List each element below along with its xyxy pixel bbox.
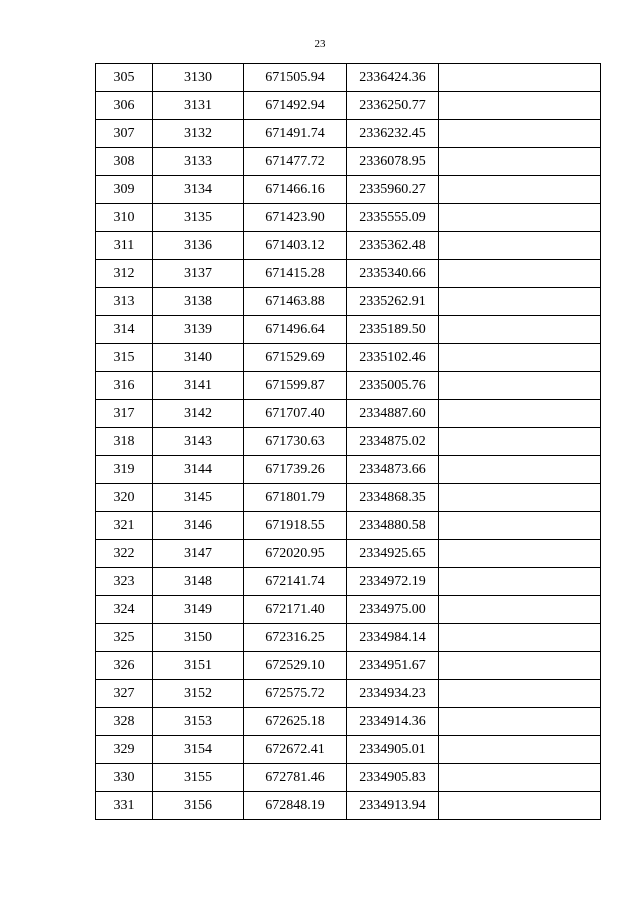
table-row: [96, 120, 601, 148]
table-row: [96, 792, 601, 820]
row-number-cell: 308: [96, 148, 153, 176]
x-coordinate-cell: 671801.79: [244, 484, 347, 512]
point-id-cell: 3152: [153, 680, 244, 708]
x-coordinate-cell: 671505.94: [244, 64, 347, 92]
x-coordinate-cell: 671739.26: [244, 456, 347, 484]
y-coordinate-cell: 2336078.95: [347, 148, 439, 176]
y-coordinate-cell: 2334905.83: [347, 764, 439, 792]
table-row: [96, 372, 601, 400]
row-number-cell: 328: [96, 708, 153, 736]
table-row: [96, 148, 601, 176]
point-id-cell: 3130: [153, 64, 244, 92]
row-number-cell: 325: [96, 624, 153, 652]
note-cell: [439, 764, 601, 792]
point-id-cell: 3149: [153, 596, 244, 624]
x-coordinate-cell: 672575.72: [244, 680, 347, 708]
note-cell: [439, 624, 601, 652]
coordinates-table-body: [96, 64, 601, 820]
row-number-cell: 322: [96, 540, 153, 568]
note-cell: [439, 456, 601, 484]
row-number-cell: 307: [96, 120, 153, 148]
table-row: [96, 400, 601, 428]
row-number-cell: 324: [96, 596, 153, 624]
y-coordinate-cell: 2334868.35: [347, 484, 439, 512]
note-cell: [439, 708, 601, 736]
point-id-cell: 3148: [153, 568, 244, 596]
x-coordinate-cell: 672141.74: [244, 568, 347, 596]
x-coordinate-cell: 671477.72: [244, 148, 347, 176]
row-number-cell: 317: [96, 400, 153, 428]
y-coordinate-cell: 2335555.09: [347, 204, 439, 232]
note-cell: [439, 204, 601, 232]
table-row: [96, 736, 601, 764]
table-row: [96, 708, 601, 736]
x-coordinate-cell: 671707.40: [244, 400, 347, 428]
row-number-cell: 318: [96, 428, 153, 456]
note-cell: [439, 148, 601, 176]
point-id-cell: 3139: [153, 316, 244, 344]
note-cell: [439, 512, 601, 540]
x-coordinate-cell: 671730.63: [244, 428, 347, 456]
point-id-cell: 3135: [153, 204, 244, 232]
x-coordinate-cell: 672781.46: [244, 764, 347, 792]
row-number-cell: 315: [96, 344, 153, 372]
x-coordinate-cell: 672625.18: [244, 708, 347, 736]
point-id-cell: 3136: [153, 232, 244, 260]
x-coordinate-cell: 671415.28: [244, 260, 347, 288]
y-coordinate-cell: 2336424.36: [347, 64, 439, 92]
table-row: [96, 316, 601, 344]
note-cell: [439, 680, 601, 708]
y-coordinate-cell: 2335102.46: [347, 344, 439, 372]
point-id-cell: 3151: [153, 652, 244, 680]
note-cell: [439, 736, 601, 764]
x-coordinate-cell: 672848.19: [244, 792, 347, 820]
row-number-cell: 309: [96, 176, 153, 204]
y-coordinate-cell: 2334905.01: [347, 736, 439, 764]
note-cell: [439, 232, 601, 260]
y-coordinate-cell: 2336250.77: [347, 92, 439, 120]
y-coordinate-cell: 2334972.19: [347, 568, 439, 596]
table-row: [96, 232, 601, 260]
note-cell: [439, 92, 601, 120]
point-id-cell: 3145: [153, 484, 244, 512]
table-row: [96, 484, 601, 512]
row-number-cell: 331: [96, 792, 153, 820]
y-coordinate-cell: 2335189.50: [347, 316, 439, 344]
row-number-cell: 330: [96, 764, 153, 792]
x-coordinate-cell: 672529.10: [244, 652, 347, 680]
point-id-cell: 3153: [153, 708, 244, 736]
y-coordinate-cell: 2334925.65: [347, 540, 439, 568]
x-coordinate-cell: 672672.41: [244, 736, 347, 764]
table-row: [96, 64, 601, 92]
row-number-cell: 321: [96, 512, 153, 540]
x-coordinate-cell: 671403.12: [244, 232, 347, 260]
row-number-cell: 323: [96, 568, 153, 596]
x-coordinate-cell: 671492.94: [244, 92, 347, 120]
table-row: [96, 764, 601, 792]
x-coordinate-cell: 672171.40: [244, 596, 347, 624]
y-coordinate-cell: 2335262.91: [347, 288, 439, 316]
note-cell: [439, 288, 601, 316]
note-cell: [439, 652, 601, 680]
point-id-cell: 3133: [153, 148, 244, 176]
row-number-cell: 311: [96, 232, 153, 260]
note-cell: [439, 120, 601, 148]
table-row: [96, 204, 601, 232]
note-cell: [439, 568, 601, 596]
y-coordinate-cell: 2336232.45: [347, 120, 439, 148]
point-id-cell: 3140: [153, 344, 244, 372]
row-number-cell: 306: [96, 92, 153, 120]
note-cell: [439, 484, 601, 512]
note-cell: [439, 344, 601, 372]
note-cell: [439, 176, 601, 204]
row-number-cell: 329: [96, 736, 153, 764]
row-number-cell: 310: [96, 204, 153, 232]
point-id-cell: 3150: [153, 624, 244, 652]
point-id-cell: 3137: [153, 260, 244, 288]
point-id-cell: 3142: [153, 400, 244, 428]
row-number-cell: 319: [96, 456, 153, 484]
table-row: [96, 540, 601, 568]
point-id-cell: 3143: [153, 428, 244, 456]
point-id-cell: 3141: [153, 372, 244, 400]
note-cell: [439, 372, 601, 400]
table-row: [96, 680, 601, 708]
y-coordinate-cell: 2335340.66: [347, 260, 439, 288]
point-id-cell: 3131: [153, 92, 244, 120]
table-row: [96, 456, 601, 484]
note-cell: [439, 64, 601, 92]
point-id-cell: 3154: [153, 736, 244, 764]
row-number-cell: 316: [96, 372, 153, 400]
y-coordinate-cell: 2334873.66: [347, 456, 439, 484]
note-cell: [439, 596, 601, 624]
y-coordinate-cell: 2334880.58: [347, 512, 439, 540]
point-id-cell: 3155: [153, 764, 244, 792]
point-id-cell: 3146: [153, 512, 244, 540]
point-id-cell: 3138: [153, 288, 244, 316]
table-row: [96, 344, 601, 372]
point-id-cell: 3132: [153, 120, 244, 148]
table-row: [96, 288, 601, 316]
x-coordinate-cell: 671529.69: [244, 344, 347, 372]
row-number-cell: 312: [96, 260, 153, 288]
x-coordinate-cell: 671599.87: [244, 372, 347, 400]
note-cell: [439, 792, 601, 820]
y-coordinate-cell: 2334984.14: [347, 624, 439, 652]
table-row: [96, 260, 601, 288]
y-coordinate-cell: 2334914.36: [347, 708, 439, 736]
row-number-cell: 305: [96, 64, 153, 92]
x-coordinate-cell: 671423.90: [244, 204, 347, 232]
note-cell: [439, 428, 601, 456]
table-row: [96, 428, 601, 456]
table-row: [96, 92, 601, 120]
table-row: [96, 176, 601, 204]
row-number-cell: 320: [96, 484, 153, 512]
note-cell: [439, 316, 601, 344]
y-coordinate-cell: 2335005.76: [347, 372, 439, 400]
y-coordinate-cell: 2335362.48: [347, 232, 439, 260]
table-row: [96, 596, 601, 624]
note-cell: [439, 400, 601, 428]
coordinates-table: [95, 63, 601, 820]
y-coordinate-cell: 2334913.94: [347, 792, 439, 820]
point-id-cell: 3134: [153, 176, 244, 204]
note-cell: [439, 540, 601, 568]
y-coordinate-cell: 2334875.02: [347, 428, 439, 456]
row-number-cell: 327: [96, 680, 153, 708]
x-coordinate-cell: 672316.25: [244, 624, 347, 652]
table-row: [96, 652, 601, 680]
y-coordinate-cell: 2334951.67: [347, 652, 439, 680]
y-coordinate-cell: 2334975.00: [347, 596, 439, 624]
row-number-cell: 314: [96, 316, 153, 344]
x-coordinate-cell: 671918.55: [244, 512, 347, 540]
y-coordinate-cell: 2334934.23: [347, 680, 439, 708]
table-row: [96, 624, 601, 652]
point-id-cell: 3144: [153, 456, 244, 484]
x-coordinate-cell: 671496.64: [244, 316, 347, 344]
page-number: 23: [314, 38, 326, 50]
y-coordinate-cell: 2335960.27: [347, 176, 439, 204]
x-coordinate-cell: 671466.16: [244, 176, 347, 204]
y-coordinate-cell: 2334887.60: [347, 400, 439, 428]
table-row: [96, 568, 601, 596]
row-number-cell: 313: [96, 288, 153, 316]
x-coordinate-cell: 671491.74: [244, 120, 347, 148]
row-number-cell: 326: [96, 652, 153, 680]
point-id-cell: 3156: [153, 792, 244, 820]
x-coordinate-cell: 672020.95: [244, 540, 347, 568]
note-cell: [439, 260, 601, 288]
x-coordinate-cell: 671463.88: [244, 288, 347, 316]
table-row: [96, 512, 601, 540]
point-id-cell: 3147: [153, 540, 244, 568]
